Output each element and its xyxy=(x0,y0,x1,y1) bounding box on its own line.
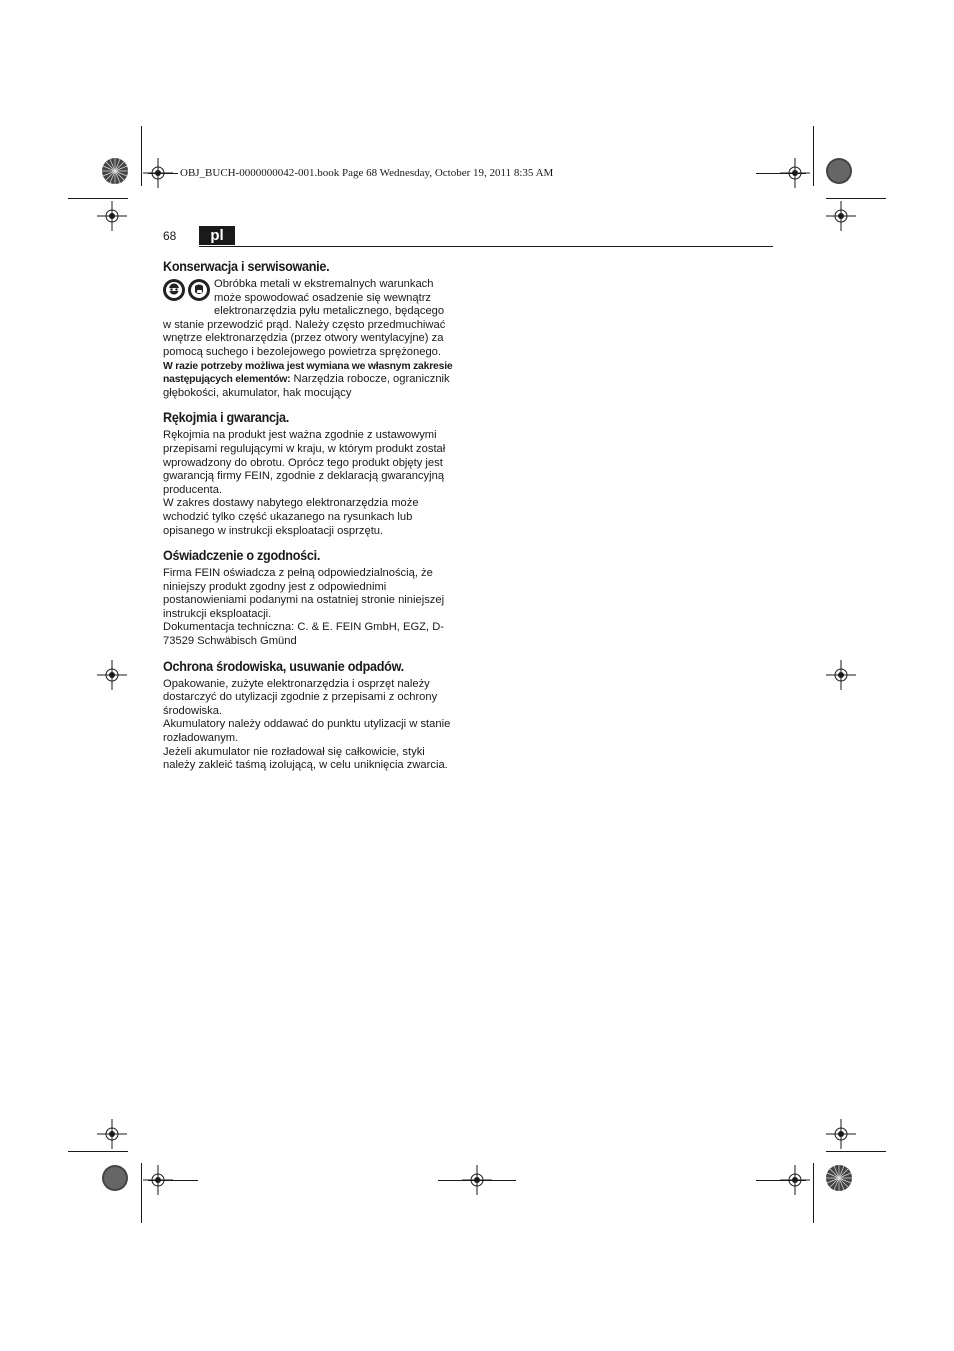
star-target-icon xyxy=(825,1164,853,1192)
language-tab: pl xyxy=(199,226,235,245)
crop-mark xyxy=(148,1180,198,1181)
replaceable-parts-label: W razie potrzeby możliwa jest wymiana we własnym zakresie następujących elementów: xyxy=(163,360,453,386)
page-content xyxy=(163,258,459,782)
maintenance-body: w stanie przewodzić prąd. Należy często przedmuchiwać wnętrze elektronarzędzia (przez otwory wentylacyjne) za pomocą suchego i bezolejowego powietrza sprężonego. xyxy=(163,318,446,358)
intro-row xyxy=(163,278,459,319)
crop-mark xyxy=(141,126,142,186)
section-title: Konserwacja i serwisowanie. xyxy=(163,258,330,274)
section-environment xyxy=(163,658,459,773)
crop-mark xyxy=(438,1180,516,1181)
warranty-paragraph: Rękojmia na produkt jest ważna zgodnie z ustawowymi przepisami regulującymi w kraju, w którym produkt został wprowadzony do obrotu. Oprócz tego produkt objęty jest gwarancją firmy FEIN, zgodnie z deklaracją gwarancyjną producenta. xyxy=(163,429,446,496)
replaceable-parts-list: Narzędzia robocze, ogranicznik głębokości, akumulator, hak mocujący xyxy=(163,373,450,399)
crop-mark xyxy=(148,173,178,174)
registration-mark-icon xyxy=(826,660,856,690)
page-number: 68 xyxy=(163,229,177,243)
registration-mark-icon xyxy=(826,201,856,231)
section-maintenance xyxy=(163,258,459,400)
intro-line: może spowodować osadzenie się wewnątrz xyxy=(214,291,432,304)
safety-icons xyxy=(163,279,210,319)
crop-mark xyxy=(68,1151,128,1152)
environment-paragraph: Jeżeli akumulator nie rozładował się całkowicie, styki należy zakleić taśmą izolującą, w celu uniknięcia zwarcia. xyxy=(163,745,448,772)
crop-mark xyxy=(756,173,806,174)
registration-mark-icon xyxy=(826,1119,856,1149)
conformity-paragraph: Dokumentacja techniczna: C. & E. FEIN GmbH, EGZ, D-73529 Schwäbisch Gmünd xyxy=(163,621,445,648)
replaceable-parts xyxy=(163,360,459,401)
crop-mark xyxy=(813,1163,814,1223)
star-target-icon xyxy=(825,157,853,185)
crop-mark xyxy=(68,198,128,199)
dust-mask-icon xyxy=(188,279,210,301)
star-target-icon xyxy=(101,1164,129,1192)
crop-mark xyxy=(826,198,886,199)
file-info-header: OBJ_BUCH-0000000042-001.book Page 68 Wednesday, October 19, 2011 8:35 AM xyxy=(180,167,554,179)
intro-text xyxy=(214,278,459,319)
environment-paragraph: Akumulatory należy oddawać do punktu utylizacji w stanie rozładowanym. xyxy=(163,718,451,745)
star-target-icon xyxy=(101,157,129,185)
intro-line: elektronarzędzia pyłu metalicznego, będącego xyxy=(214,305,445,318)
section-title: Rękojmia i gwarancja. xyxy=(163,409,289,426)
safety-goggles-icon xyxy=(163,279,185,301)
header-rule xyxy=(199,246,773,247)
registration-mark-icon xyxy=(97,660,127,690)
section-conformity xyxy=(163,547,459,649)
section-warranty xyxy=(163,409,459,538)
registration-mark-icon xyxy=(97,201,127,231)
registration-mark-icon xyxy=(97,1119,127,1149)
crop-mark xyxy=(756,1180,806,1181)
intro-line: Obróbka metali w ekstremalnych warunkach xyxy=(214,278,434,290)
crop-mark xyxy=(813,126,814,186)
crop-mark xyxy=(141,1163,142,1223)
crop-mark xyxy=(826,1151,886,1152)
section-title: Ochrona środowiska, usuwanie odpadów. xyxy=(163,657,404,674)
section-title: Oświadczenie o zgodności. xyxy=(163,547,321,564)
environment-paragraph: Opakowanie, zużyte elektronarzędzia i osprzęt należy dostarczyć do utylizacji zgodnie z przepisami z ochrony środowiska. xyxy=(163,677,438,717)
conformity-paragraph: Firma FEIN oświadcza z pełną odpowiedzialnością, że niniejszy produkt zgodny jest z odpowiednimi postanowieniami podanymi na ostatniej stronie niniejszej instrukcji eksploatacji. xyxy=(163,567,445,620)
warranty-paragraph: W zakres dostawy nabytego elektronarzędzia może wchodzić tylko część ukazanego na rysunkach lub opisanego w instrukcji eksploatacji osprzętu. xyxy=(163,497,419,537)
